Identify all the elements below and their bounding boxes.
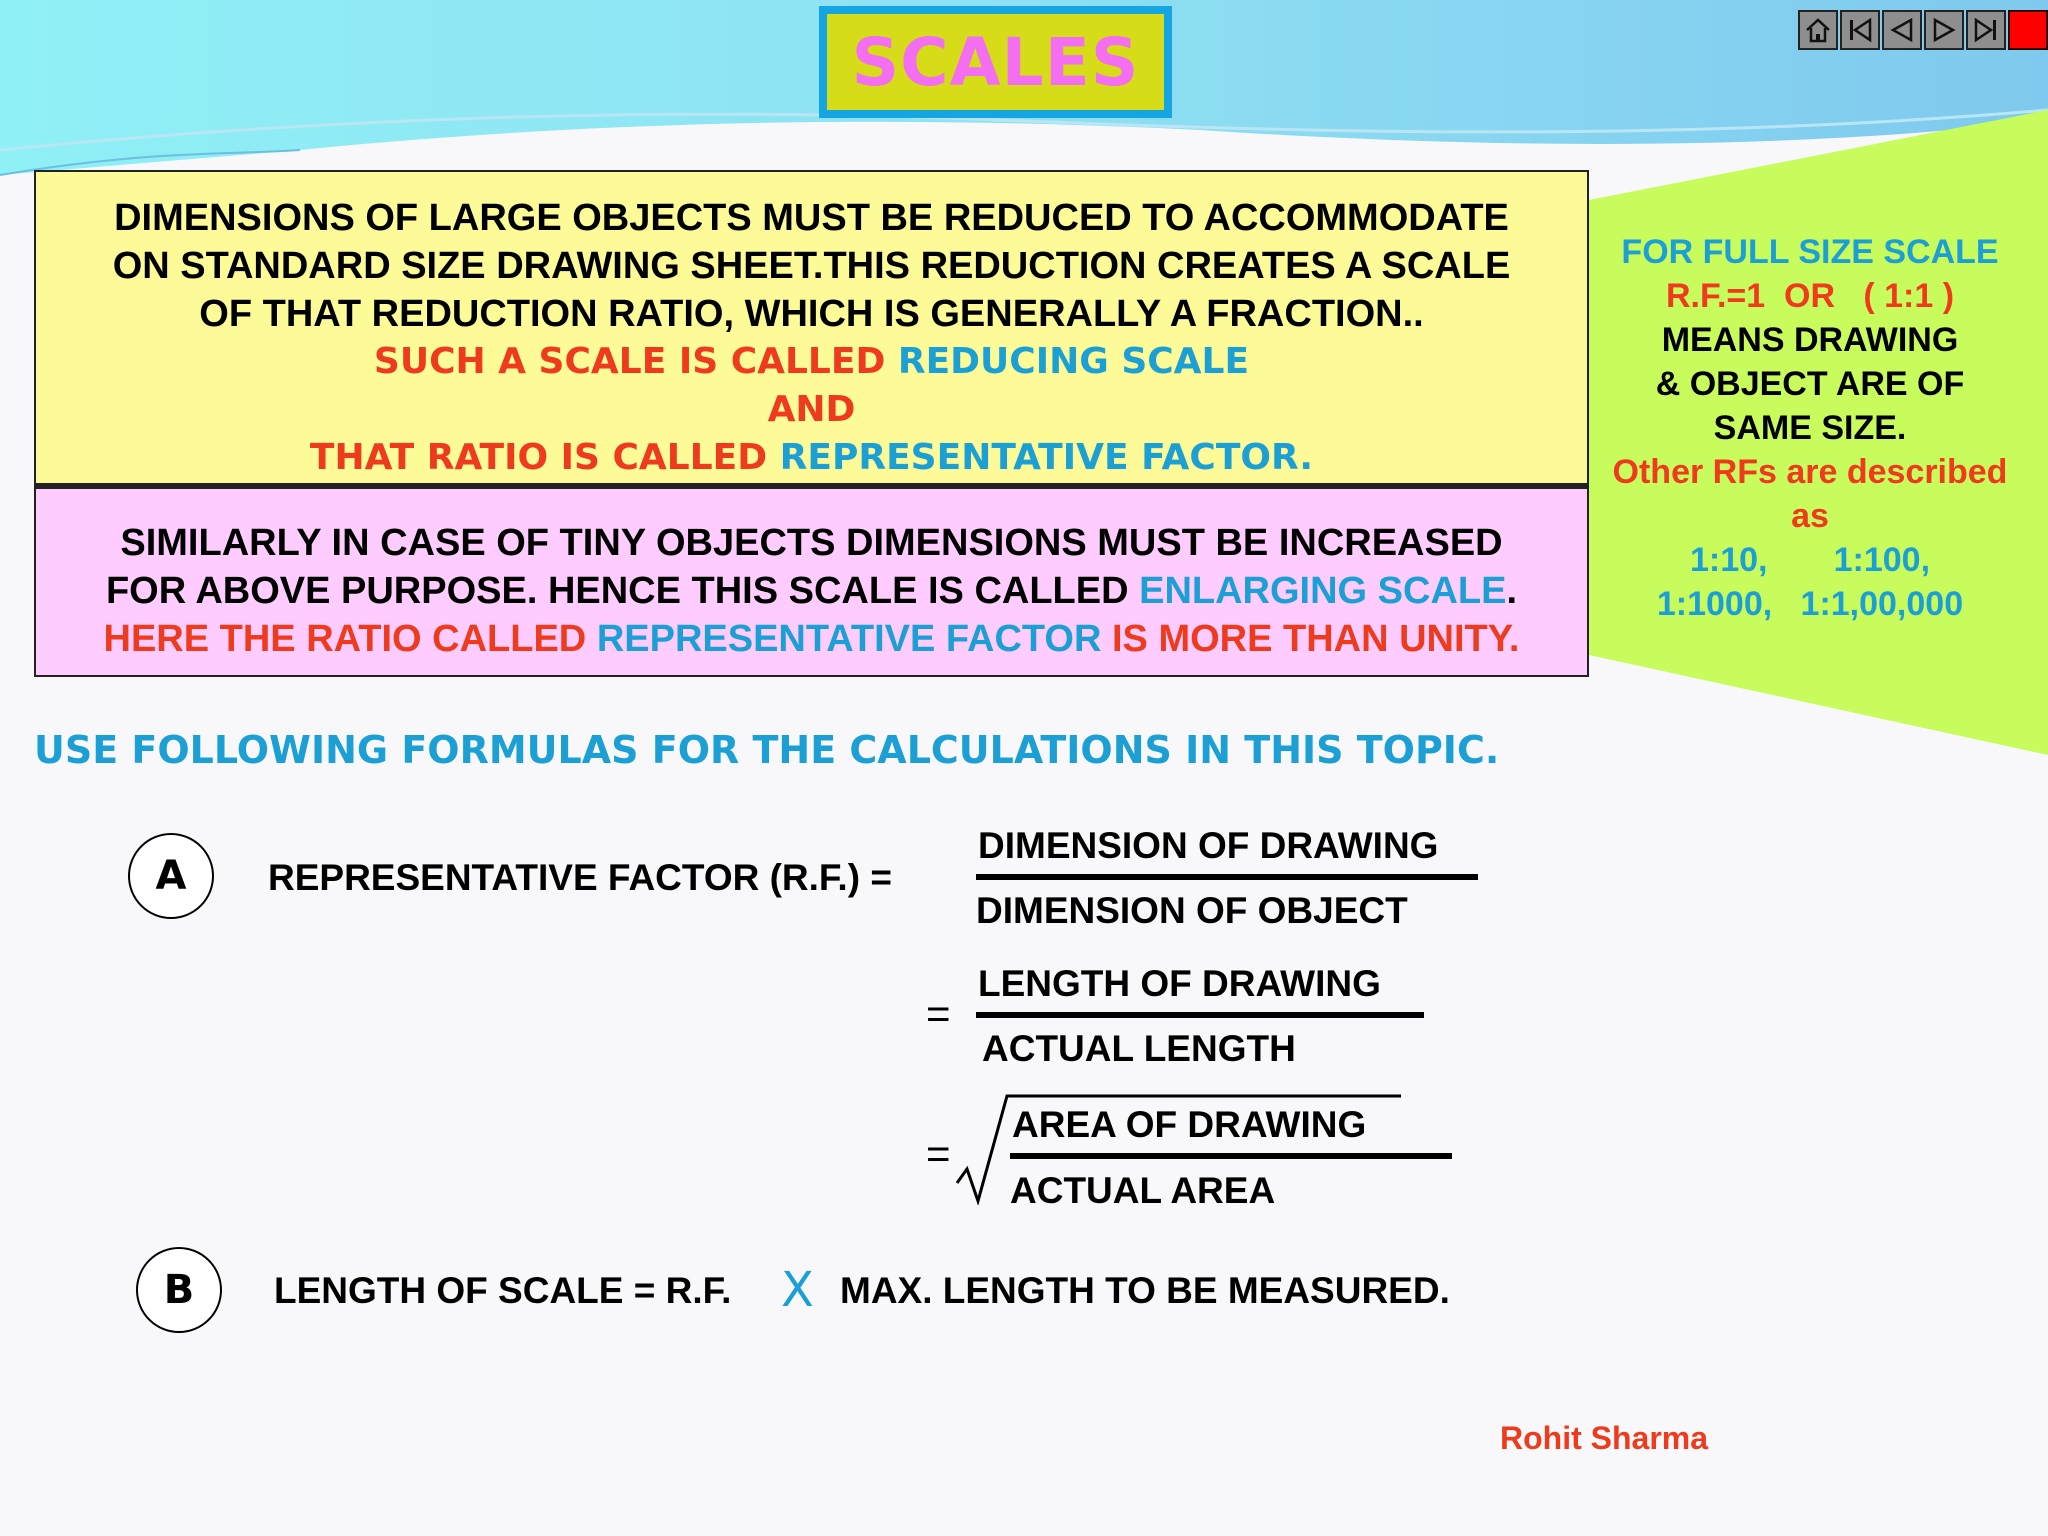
side-line: & OBJECT ARE OF	[1655, 365, 1965, 403]
formulas-heading: USE FOLLOWING FORMULAS FOR THE CALCULATIONS IN THIS TOPIC.	[34, 728, 1500, 772]
box1-line: OF THAT REDUCTION RATIO, WHICH IS GENERALLY A FRACTION..	[199, 293, 1424, 335]
home-icon	[1803, 15, 1833, 45]
first-slide-button[interactable]	[1840, 10, 1880, 50]
side-line: as	[1791, 497, 1829, 535]
box2-text: IS MORE THAN UNITY.	[1101, 618, 1520, 660]
next-slide-button[interactable]	[1924, 10, 1964, 50]
representative-factor-term: REPRESENTATIVE FACTOR	[596, 618, 1102, 660]
side-line: MEANS DRAWING	[1661, 321, 1959, 359]
box1-line: DIMENSIONS OF LARGE OBJECTS MUST BE REDUCED TO ACCOMMODATE	[114, 197, 1509, 239]
enlarging-scale-term: ENLARGING SCALE	[1139, 570, 1507, 612]
rf-denominator-3: ACTUAL AREA	[1010, 1170, 1276, 1211]
side-line: FOR FULL SIZE SCALE	[1621, 233, 1999, 271]
title-box	[819, 6, 1172, 118]
home-button[interactable]	[1798, 10, 1838, 50]
last-slide-button[interactable]	[1966, 10, 2006, 50]
box2-text: .	[1506, 570, 1518, 612]
equals-sign: =	[926, 990, 951, 1037]
max-length-text: MAX. LENGTH TO BE MEASURED.	[840, 1270, 1450, 1311]
stop-icon	[2013, 15, 2043, 45]
reducing-scale-box	[34, 170, 1589, 485]
last-slide-icon	[1971, 15, 2001, 45]
reducing-scale-term: REDUCING SCALE	[897, 341, 1250, 382]
enlarging-scale-box	[34, 485, 1589, 677]
multiply-sign: X	[781, 1262, 814, 1318]
side-line: R.F.=1 OR ( 1:1 )	[1665, 277, 1955, 315]
box1-text: AND	[767, 389, 856, 430]
first-slide-icon	[1845, 15, 1875, 45]
rf-definition-label: REPRESENTATIVE FACTOR (R.F.) =	[268, 857, 892, 898]
slide-navigation	[1798, 10, 2048, 50]
next-slide-icon	[1929, 15, 1959, 45]
box2-text: HERE THE RATIO CALLED	[103, 618, 597, 660]
box1-line: ON STANDARD SIZE DRAWING SHEET.THIS REDUCTION CREATES A SCALE	[112, 245, 1511, 287]
stop-button[interactable]	[2008, 10, 2048, 50]
rf-numerator-2: LENGTH OF DRAWING	[978, 963, 1381, 1004]
previous-slide-button[interactable]	[1882, 10, 1922, 50]
rf-numerator-1: DIMENSION OF DRAWING	[978, 825, 1439, 866]
box2-line: SIMILARLY IN CASE OF TINY OBJECTS DIMENSIONS MUST BE INCREASED	[120, 522, 1503, 564]
fraction-bar	[976, 874, 1478, 880]
length-of-scale-text: LENGTH OF SCALE = R.F.	[274, 1270, 732, 1311]
equals-sign: =	[926, 1130, 951, 1177]
fraction-bar	[976, 1012, 1424, 1018]
side-line: Other RFs are described	[1612, 453, 2008, 491]
previous-slide-icon	[1887, 15, 1917, 45]
author-name: Rohit Sharma	[1500, 1420, 1709, 1456]
rf-denominator-2: ACTUAL LENGTH	[982, 1028, 1296, 1069]
formula-a-label: A	[128, 833, 214, 919]
slide-title: SCALES	[827, 14, 1164, 110]
rf-numerator-3: AREA OF DRAWING	[1012, 1104, 1367, 1145]
formula-b-label: B	[136, 1247, 222, 1333]
box1-text: THAT RATIO IS CALLED	[309, 437, 780, 478]
box2-text: FOR ABOVE PURPOSE. HENCE THIS SCALE IS CALLED	[105, 570, 1140, 612]
side-line: SAME SIZE.	[1713, 409, 1907, 447]
fraction-bar	[1010, 1153, 1452, 1159]
full-size-scale-panel	[1590, 230, 2030, 626]
box1-text: SUCH A SCALE IS CALLED	[373, 341, 898, 382]
representative-factor-term: REPRESENTATIVE FACTOR.	[779, 437, 1314, 478]
side-line: 1:10, 1:100,	[1689, 541, 1931, 579]
rf-denominator-1: DIMENSION OF OBJECT	[976, 890, 1408, 931]
side-line: 1:1000, 1:1,00,000	[1656, 585, 1964, 623]
